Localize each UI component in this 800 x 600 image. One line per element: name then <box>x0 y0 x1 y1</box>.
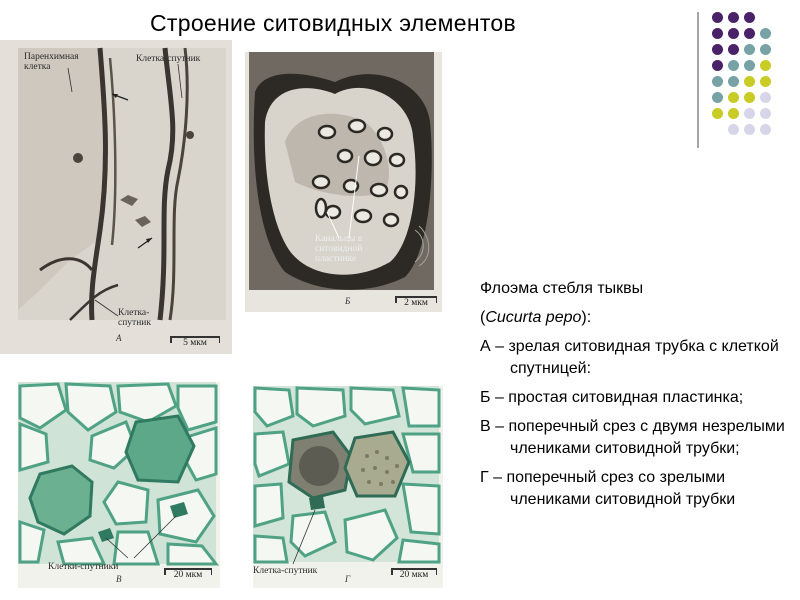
caption-item-v: В – поперечный срез с двумя незрелыми члениками ситовидной трубки; <box>480 418 785 457</box>
decor-dot <box>728 12 739 23</box>
caption-paren-open: ( <box>480 309 486 326</box>
label-sieve-plate-pores: Канальцы в ситовидной пластинке <box>315 234 363 264</box>
label-companion-cell-top: Клетка-спутник <box>136 54 201 64</box>
micrograph-panel-b <box>245 52 442 312</box>
label-companion-cell: Клетка-спутник <box>253 566 318 576</box>
decor-dot <box>728 28 739 39</box>
slide-title: Строение ситовидных элементов <box>150 10 517 36</box>
cross-section-mature-micrograph <box>253 386 443 588</box>
scale-label-a: 5 мкм <box>183 338 207 348</box>
scale-bar-b <box>395 296 437 308</box>
decor-dot <box>712 28 723 39</box>
decor-dot <box>728 44 739 55</box>
scale-label-b: 2 мкм <box>404 298 428 308</box>
micrograph-panel-g <box>253 386 443 588</box>
decor-dot <box>728 76 739 87</box>
figure-caption <box>480 278 798 518</box>
decor-dot <box>760 76 771 87</box>
caption-line-1: Флоэма стебля тыквы <box>480 280 644 297</box>
micrograph-panel-a <box>0 40 232 354</box>
decor-dot <box>760 28 771 39</box>
decor-dot <box>760 108 771 119</box>
sieve-tube-micrograph <box>0 40 232 354</box>
decor-dot <box>712 60 723 71</box>
decor-dot <box>712 92 723 103</box>
caption-item-b: Б – простая ситовидная пластинка; <box>480 389 744 406</box>
panel-letter-g: Г <box>345 574 351 584</box>
caption-item-g: Г – поперечный срез со зрелыми члениками ситовидной трубки <box>480 469 736 508</box>
decor-dot <box>744 124 755 135</box>
decor-dot <box>760 44 771 55</box>
label-companion-cell-bottom: Клетка-спутник <box>118 308 151 328</box>
caption-line-2 <box>480 307 798 329</box>
scale-label-v: 20 мкм <box>173 570 203 580</box>
caption-item-a: А – зрелая ситовидная трубка с клеткой спутницей: <box>480 338 779 377</box>
scale-bar-a <box>170 336 220 348</box>
decor-dot <box>712 76 723 87</box>
decor-dot <box>728 60 739 71</box>
label-parenchyma-cell: Паренхимная клетка <box>24 52 79 72</box>
scale-bar-v <box>164 568 212 580</box>
decor-dot <box>712 12 723 23</box>
decor-dot <box>744 76 755 87</box>
decor-dot <box>744 92 755 103</box>
panel-letter-b: Б <box>345 296 351 306</box>
cross-section-immature-micrograph <box>18 382 220 588</box>
caption-paren-close: ): <box>581 309 592 326</box>
decor-dot <box>712 108 723 119</box>
decor-dot <box>728 92 739 103</box>
panel-letter-v: В <box>116 574 122 584</box>
decor-dot <box>760 92 771 103</box>
panel-letter-a: А <box>116 333 122 343</box>
scale-bar-g <box>391 568 437 580</box>
decor-dot <box>744 12 755 23</box>
decor-dot <box>744 108 755 119</box>
decorative-divider <box>697 12 699 148</box>
decor-dot <box>744 28 755 39</box>
decor-dot <box>760 124 771 135</box>
sieve-plate-micrograph <box>245 52 442 312</box>
decor-dot <box>744 44 755 55</box>
caption-species-name: Cucurta pepo <box>485 309 582 326</box>
decor-dot <box>712 44 723 55</box>
label-companion-cells: Клетки-спутники <box>48 562 119 572</box>
decor-dot <box>744 60 755 71</box>
decor-dot <box>728 108 739 119</box>
decor-dot <box>760 60 771 71</box>
micrograph-panel-v <box>18 382 220 588</box>
decor-dot <box>728 124 739 135</box>
scale-label-g: 20 мкм <box>399 570 429 580</box>
